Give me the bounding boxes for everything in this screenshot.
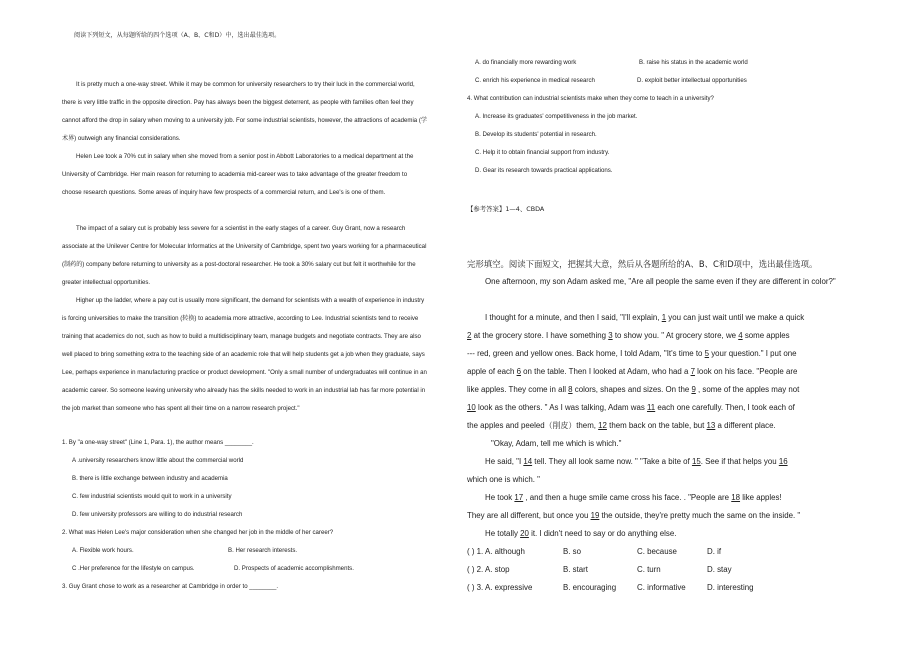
o1-b[interactable]: B. so	[563, 547, 581, 556]
blank-11: 11	[647, 403, 656, 412]
blank-10: 10	[467, 403, 476, 412]
cloze-line-5: apple of each 6 on the table. Then I looked at Adam, who had a 7 look on his face. "People are	[467, 367, 798, 376]
cloze-line-9: "Okay, Adam, tell me which is which."	[491, 439, 622, 448]
o3-a[interactable]: ( ) 3. A. expressive	[467, 583, 533, 592]
blank-13: 13	[706, 421, 716, 430]
q4-option-d: D. Gear its research towards practical applications.	[475, 167, 613, 174]
blank-2: 2	[467, 331, 472, 340]
question-4: 4. What contribution can industrial scientists make when they come to teach in a university?	[467, 95, 714, 102]
blank-8: 8	[568, 385, 573, 394]
blank-7: 7	[690, 367, 695, 376]
blank-4: 4	[738, 331, 743, 340]
o2-c[interactable]: C. turn	[637, 565, 661, 574]
question-1: 1. By "a one-way street" (Line 1, Para. 1), the author means ________.	[62, 439, 254, 446]
cloze-line-1: One afternoon, my son Adam asked me, "Are all people the same even if they are different in color?"	[485, 277, 836, 286]
blank-16: 16	[778, 457, 788, 466]
question-3: 3. Guy Grant chose to work as a researcher at Cambridge in order to ________.	[62, 583, 279, 590]
o2-a[interactable]: ( ) 2. A. stop	[467, 565, 510, 574]
q1-option-a: A .university researchers know little about the commercial world	[72, 457, 244, 464]
blank-19: 19	[590, 511, 600, 520]
q3-option-d: D. exploit better intellectual opportunities	[637, 77, 747, 84]
cloze-instruction: 完形填空。阅读下面短文，把握其大意，然后从各题所给的A、B、C和D项中，选出最佳选项。	[467, 259, 818, 269]
o3-c[interactable]: C. informative	[637, 583, 686, 592]
q4-option-b: B. Develop its students' potential in research.	[475, 131, 597, 138]
q1-option-d: D. few university professors are willing to do industrial research	[72, 511, 243, 518]
blank-20: 20	[520, 529, 529, 538]
option-row-1	[467, 547, 525, 557]
blank-15: 15	[691, 457, 701, 466]
cloze-line-2: I thought for a minute, and then I said, "I'll explain, 1 you can just wait until we make a quick	[485, 313, 805, 322]
cloze-line-7: 10 look as the others. " As I was talking, Adam was 11 each one carefully. Then, I took each of	[467, 403, 795, 412]
blank-1: 1	[661, 313, 667, 322]
cloze-line-14: He totally 20 it. I didn't need to say or do anything else.	[485, 529, 677, 538]
cloze-line-8: the apples and peeled（削皮）them, 12 them back on the table, but 13 a different place.	[467, 421, 776, 430]
q2-option-a: A. Flexible work hours.	[72, 547, 134, 554]
q1-option-c: C. few industrial scientists would quit to work in a university	[72, 493, 232, 500]
q3-option-b: B. raise his status in the academic world	[639, 59, 748, 66]
q2-option-c: C .Her preference for the lifestyle on campus.	[72, 565, 195, 572]
passage-paragraph-4: Higher up the ladder, where a pay cut is usually more significant, the demand for scientists with a wealth of experience in industry is forcing universities to make the transition (转换) to academia more attractive, according to Lee. Industrial scientists tend to receive training that academics do not, such as how to build a multidisciplinary team, manage budgets and negotiate contracts. They are also well placed to bring something extra to the teaching side of an academic role that will help students get a job when they graduate, says Lee, perhaps experience in manufacturing practice or product development. "Only a small number of undergraduates will continue in an academic career. So someone leaving university who already has the skills needed to work in an industrial lab has far more potential in the job market than someone who has spent all their time on a narrow research project."	[62, 297, 427, 412]
q2-option-b: B. Her research interests.	[228, 547, 298, 554]
q4-option-a: A. Increase its graduates' competitiveness in the job market.	[475, 113, 638, 120]
o3-b[interactable]: B. encouraging	[563, 583, 617, 592]
reading-instruction: 阅读下列短文，从每题所给的四个选项（A、B、C和D）中，选出最佳选项。	[74, 32, 281, 39]
o1-c[interactable]: C. because	[637, 547, 677, 556]
blank-17: 17	[514, 493, 524, 502]
answer-key: 【参考答案】1—4、CBDA	[467, 205, 545, 213]
blank-3: 3	[608, 331, 613, 340]
cloze-line-11: which one is which. "	[467, 475, 540, 484]
o1-a[interactable]: ( ) 1. A. although	[467, 547, 525, 556]
passage-paragraph-3: The impact of a salary cut is probably less severe for a scientist in the early stages of a career. Guy Grant, now a research associate at the Unilever Centre for Molecular Informatics at the University of Cambridge, spent two years working for a pharmaceutical (制药的) company before returning to university as a post-doctoral researcher. He took a 30% salary cut but felt it worthwhile for the greater intellectual opportunities.	[62, 225, 427, 286]
o1-d[interactable]: D. if	[707, 547, 722, 556]
q2-option-d: D. Prospects of academic accomplishments.	[234, 565, 354, 572]
blank-5: 5	[704, 349, 710, 358]
cloze-line-10: He said, "I 14 tell. They all look same now. " "Take a bite of 15. See if that helps you 16	[485, 457, 788, 466]
cloze-line-4: --- red, green and yellow ones. Back home, I told Adam, "It's time to 5 your question." I put one	[467, 349, 797, 358]
question-2: 2. What was Helen Lee's major consideration when she changed her job in the middle of her career?	[62, 529, 334, 536]
q1-option-b: B. there is little exchange between industry and academia	[72, 475, 228, 482]
blank-6: 6	[516, 367, 521, 376]
blank-12: 12	[598, 421, 607, 430]
cloze-line-13: They are all different, but once you 19 the outside, they're pretty much the same on the inside. "	[467, 511, 801, 520]
o2-b[interactable]: B. start	[563, 565, 588, 574]
blank-9: 9	[691, 385, 696, 394]
blank-18: 18	[731, 493, 741, 502]
q3-option-c: C. enrich his experience in medical research	[475, 77, 595, 84]
passage-paragraph-1: It is pretty much a one-way street. While it may be common for university researchers to try their luck in the commercial world, there is very little traffic in the opposite direction. Pay has always been the biggest deterrent, as people with families often feel they cannot afford the drop in salary when moving to a university job. For some industrial scientists, however, the attractions of academia (学术界) outweigh any financial considerations.	[62, 81, 428, 142]
cloze-line-3: 2 at the grocery store. I have something 3 to show you. " At grocery store, we 4 some apples	[467, 331, 790, 340]
o2-d[interactable]: D. stay	[707, 565, 732, 574]
q3-option-a: A. do financially more rewarding work	[475, 59, 577, 66]
o3-d[interactable]: D. interesting	[707, 583, 754, 592]
passage-paragraph-2: Helen Lee took a 70% cut in salary when she moved from a senior post in Abbott Laboratories to a medical department at the University of Cambridge. Her main reason for returning to academia mid-career was to take advantage of the greater freedom to choose research questions. Some areas of inquiry have few prospects of a commercial return, and Lee's is one of them.	[62, 153, 414, 196]
cloze-line-12: He took 17 , and then a huge smile came cross his face. . "People are 18 like apples!	[485, 493, 782, 502]
blank-14: 14	[523, 457, 533, 466]
q4-option-c: C. Help it to obtain financial support from industry.	[475, 149, 610, 156]
cloze-line-6: like apples. They come in all 8 colors, shapes and sizes. On the 9 , some of the apples may not	[467, 385, 800, 394]
